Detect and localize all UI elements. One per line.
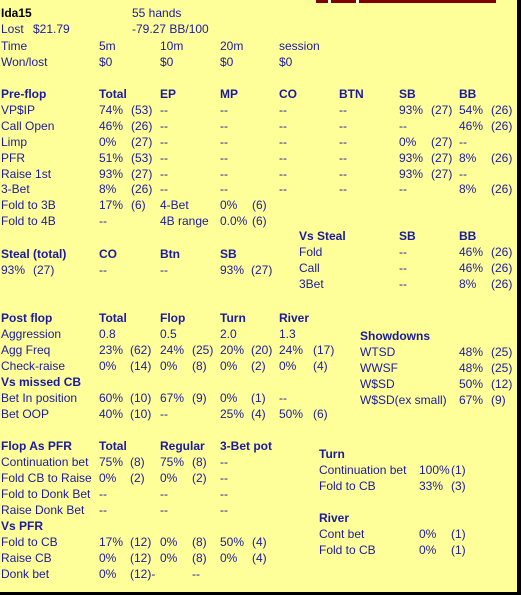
preflop-btn-cell: -- — [339, 119, 347, 133]
flop-pfr-total-count: (2) — [130, 471, 145, 485]
preflop-label-cell: Limp — [1, 135, 28, 149]
preflop-sb-cell: 93% — [399, 151, 424, 165]
river-title: River — [319, 511, 350, 525]
flop-pfr-total-count: (8) — [130, 455, 145, 469]
preflop-col-sb: SB — [399, 87, 416, 101]
missed-cb-inpos-flop: 67% — [160, 391, 185, 405]
vs-pfr-regular-cell: 0% — [160, 551, 178, 565]
lost-label: Lost — [1, 22, 24, 36]
showdown-row-count: (25) — [491, 361, 513, 375]
vs-steal-bb-cell: 46% — [459, 245, 484, 259]
preflop-btn-cell: -- — [339, 182, 347, 196]
flop-pfr-col-3bet: 3-Bet pot — [220, 439, 272, 453]
flop-pfr-regular-count: (2) — [192, 471, 207, 485]
flop-pfr-total-cell: -- — [99, 487, 107, 501]
vs-steal-row-label: Fold — [299, 245, 323, 259]
showdowns-title: Showdowns — [360, 329, 430, 343]
aggression-turn: 2.0 — [220, 327, 237, 341]
preflop-co-cell: -- — [279, 182, 287, 196]
preflop-ep-cell: -- — [160, 151, 168, 165]
preflop-label-cell: Call Open — [1, 119, 55, 133]
preflop-bb-n-cell: (26) — [491, 182, 513, 196]
steal-col-sb: SB — [220, 247, 237, 261]
preflop-col-co: CO — [279, 87, 297, 101]
preflop-co-cell: -- — [279, 167, 287, 181]
postflop-checkraise-turn: 0% — [220, 359, 238, 373]
preflop-sb-n-cell: (27) — [431, 103, 453, 117]
preflop-sb-cell: 0% — [399, 135, 417, 149]
vs-pfr-total-cell: 0% — [99, 551, 117, 565]
preflop-sb-n-cell: (27) — [431, 167, 453, 181]
postflop-aggfreq-flop-n: (25) — [192, 343, 214, 357]
preflop-mp-cell: -- — [220, 151, 228, 165]
postflop-aggfreq-flop: 24% — [160, 343, 185, 357]
missed-cb-inpos-total-n: (10) — [130, 391, 152, 405]
postflop-checkraise-turn-n: (2) — [251, 359, 266, 373]
aggression-river: 1.3 — [279, 327, 296, 341]
turn-row-value: 33% — [419, 479, 444, 493]
preflop-col-total: Total — [99, 87, 127, 101]
range4b-label: 4B range — [160, 214, 209, 228]
preflop-total-cell: 46% — [99, 119, 124, 133]
showdown-row-value: 67% — [459, 393, 484, 407]
turn-row-count: (3) — [451, 479, 466, 493]
preflop-btn-cell: -- — [339, 167, 347, 181]
vs-pfr-total-count: (12) — [130, 551, 152, 565]
vs-steal-bb-count: (26) — [491, 277, 513, 291]
bet4-value: 0% — [220, 198, 238, 212]
preflop-sb-n-cell: (27) — [431, 135, 453, 149]
flop-pfr-row-label: Fold to Donk Bet — [1, 487, 91, 501]
preflop-total-cell: 93% — [99, 167, 124, 181]
preflop-total-cell: 0% — [99, 135, 117, 149]
preflop-btn-cell: -- — [339, 151, 347, 165]
fold3b-label: Fold to 3B — [1, 198, 56, 212]
aggression-label: Aggression — [1, 327, 62, 341]
preflop-col-bb: BB — [459, 87, 477, 101]
flop-pfr-total-cell: 0% — [99, 471, 117, 485]
preflop-label-cell: VP$IP — [1, 103, 36, 117]
preflop-total-n-cell: (27) — [131, 135, 153, 149]
postflop-aggfreq-total: 23% — [99, 343, 124, 357]
preflop-co-cell: -- — [279, 151, 287, 165]
vs-steal-row-label: 3Bet — [299, 277, 324, 291]
flop-pfr-3bet-cell: -- — [220, 487, 228, 501]
preflop-col-ep: EP — [160, 87, 177, 101]
postflop-aggfreq-total-n: (62) — [130, 343, 152, 357]
postflop-col-flop: Flop — [160, 311, 186, 325]
preflop-ep-cell: -- — [160, 103, 168, 117]
preflop-mp-cell: -- — [220, 135, 228, 149]
postflop-checkraise-total: 0% — [99, 359, 117, 373]
missed-cb-title: Vs missed CB — [1, 375, 82, 389]
postflop-col-turn: Turn — [220, 311, 246, 325]
missed-cb-oop-river-n: (6) — [313, 407, 328, 421]
missed-cb-oop-label: Bet OOP — [1, 407, 50, 421]
preflop-mp-cell: -- — [220, 182, 228, 196]
missed-cb-inpos-river: -- — [279, 391, 287, 405]
preflop-col-mp: MP — [220, 87, 238, 101]
missed-cb-oop-turn-n: (4) — [251, 407, 266, 421]
player-name: Ida15 — [1, 6, 32, 20]
hands-count: 55 hands — [132, 6, 182, 20]
vs-pfr-3bet-cell: 50% — [220, 535, 245, 549]
showdown-row-label: W$SD(ex small) — [360, 393, 447, 407]
preflop-total-n-cell: (27) — [131, 167, 153, 181]
river-row-value: 0% — [419, 527, 437, 541]
vs-steal-sb-cell: -- — [399, 277, 407, 291]
preflop-co-cell: -- — [279, 119, 287, 133]
preflop-mp-cell: -- — [220, 119, 228, 133]
preflop-sb-cell: 93% — [399, 103, 424, 117]
preflop-sb-cell: -- — [399, 182, 407, 196]
vs-pfr-total-count: (12) — [130, 535, 152, 549]
steal-title: Steal (total) — [1, 247, 67, 261]
preflop-mp-cell: -- — [220, 103, 228, 117]
preflop-co-cell: -- — [279, 103, 287, 117]
fold4b-value: -- — [99, 214, 107, 228]
preflop-total-cell: 8% — [99, 182, 117, 196]
flop-pfr-col-total: Total — [99, 439, 127, 453]
showdown-row-count: (12) — [491, 377, 513, 391]
preflop-total-cell: 74% — [99, 103, 124, 117]
missed-cb-inpos-flop-n: (9) — [192, 391, 207, 405]
preflop-ep-cell: -- — [160, 135, 168, 149]
flop-pfr-row-label: Continuation bet — [1, 455, 89, 469]
time-col-10m: 10m — [160, 39, 184, 53]
vs-steal-bb-cell: 46% — [459, 261, 484, 275]
postflop-aggfreq-turn: 20% — [220, 343, 245, 357]
vs-pfr-title: Vs PFR — [1, 519, 44, 533]
postflop-title: Post flop — [1, 311, 53, 325]
vs-pfr-3bet-cell: 0% — [220, 551, 238, 565]
showdown-row-label: WTSD — [360, 345, 396, 359]
preflop-bb-n-cell: (26) — [491, 119, 513, 133]
flop-pfr-row-label: Raise Donk Bet — [1, 503, 85, 517]
turn-title: Turn — [319, 447, 345, 461]
preflop-sb-cell: 93% — [399, 167, 424, 181]
flop-pfr-regular-cell: 75% — [160, 455, 185, 469]
bb-per-100: -79.27 BB/100 — [132, 22, 209, 36]
time-label: Time — [1, 39, 28, 53]
showdown-row-value: 48% — [459, 361, 484, 375]
preflop-label-cell: 3-Bet — [1, 182, 30, 196]
preflop-ep-cell: -- — [160, 119, 168, 133]
preflop-bb-cell: 8% — [459, 182, 477, 196]
preflop-col-btn: BTN — [339, 87, 364, 101]
postflop-checkraise-total-n: (14) — [130, 359, 152, 373]
postflop-aggfreq-label: Agg Freq — [1, 343, 51, 357]
vs-steal-title: Vs Steal — [299, 229, 346, 243]
vs-pfr-total-count: (12)- — [130, 567, 156, 581]
river-row-label: Cont bet — [319, 527, 365, 541]
preflop-ep-cell: -- — [160, 167, 168, 181]
preflop-btn-cell: -- — [339, 135, 347, 149]
flop-pfr-col-regular: Regular — [160, 439, 205, 453]
missed-cb-inpos-turn-n: (1) — [251, 391, 266, 405]
postflop-aggfreq-river-n: (17) — [313, 343, 335, 357]
showdown-row-count: (9) — [491, 393, 506, 407]
preflop-total-n-cell: (53) — [131, 151, 153, 165]
vs-pfr-row-label: Fold to CB — [1, 535, 58, 549]
steal-sb-value: 93% — [220, 263, 245, 277]
turn-row-label: Fold to CB — [319, 479, 376, 493]
wonlost-5m: $0 — [99, 55, 113, 69]
postflop-checkraise-flop-n: (8) — [192, 359, 207, 373]
showdown-row-count: (25) — [491, 345, 513, 359]
postflop-checkraise-label: Check-raise — [1, 359, 66, 373]
steal-total-value: 93% — [1, 263, 26, 277]
postflop-checkraise-flop: 0% — [160, 359, 178, 373]
missed-cb-oop-turn: 25% — [220, 407, 245, 421]
steal-col-co: CO — [99, 247, 117, 261]
vs-pfr-row-label: Raise CB — [1, 551, 52, 565]
wonlost-label: Won/lost — [1, 55, 48, 69]
top-edge-marker — [316, 0, 496, 3]
missed-cb-oop-river: 50% — [279, 407, 304, 421]
wonlost-20m: $0 — [220, 55, 234, 69]
steal-co-value: -- — [99, 263, 107, 277]
postflop-aggfreq-river: 24% — [279, 343, 304, 357]
turn-row-label: Continuation bet — [319, 463, 407, 477]
bet4-count: (6) — [252, 198, 267, 212]
flop-pfr-regular-cell: -- — [160, 503, 168, 517]
flop-pfr-total-cell: -- — [99, 503, 107, 517]
steal-btn-value: -- — [160, 263, 168, 277]
preflop-total-n-cell: (26) — [131, 119, 153, 133]
preflop-bb-cell: 46% — [459, 119, 484, 133]
preflop-total-n-cell: (53) — [131, 103, 153, 117]
lost-amount: $21.79 — [33, 22, 70, 36]
wonlost-10m: $0 — [160, 55, 174, 69]
fold3b-value: 17% — [99, 198, 124, 212]
preflop-mp-cell: -- — [220, 167, 228, 181]
flop-pfr-regular-count: (8) — [192, 455, 207, 469]
range4b-count: (6) — [252, 214, 267, 228]
vs-steal-col-bb: BB — [459, 229, 477, 243]
river-row-label: Fold to CB — [319, 543, 376, 557]
flop-pfr-regular-cell: -- — [160, 487, 168, 501]
flop-pfr-total-cell: 75% — [99, 455, 124, 469]
time-col-20m: 20m — [220, 39, 244, 53]
turn-row-count: (1) — [451, 463, 466, 477]
showdown-row-label: W$SD — [360, 377, 395, 391]
turn-row-value: 100% — [419, 463, 450, 477]
preflop-sb-n-cell: (27) — [431, 151, 453, 165]
time-col-5m: 5m — [99, 39, 116, 53]
flop-pfr-3bet-cell: -- — [220, 503, 228, 517]
preflop-title: Pre-flop — [1, 87, 47, 101]
vs-pfr-regular-cell: 0% — [160, 535, 178, 549]
wonlost-session: $0 — [279, 55, 293, 69]
steal-sb-count: (27) — [251, 263, 273, 277]
flop-pfr-row-label: Fold CB to Raise — [1, 471, 92, 485]
preflop-sb-cell: -- — [399, 119, 407, 133]
missed-cb-oop-total: 40% — [99, 407, 124, 421]
showdown-row-label: WWSF — [360, 361, 398, 375]
showdown-row-value: 48% — [459, 345, 484, 359]
flop-pfr-3bet-cell: -- — [220, 471, 228, 485]
vs-steal-bb-count: (26) — [491, 261, 513, 275]
preflop-bb-cell: -- — [459, 135, 467, 149]
preflop-bb-cell: 8% — [459, 151, 477, 165]
postflop-col-river: River — [279, 311, 310, 325]
vs-pfr-total-cell: 17% — [99, 535, 124, 549]
aggression-flop: 0.5 — [160, 327, 177, 341]
vs-pfr-3bet-cell: -- — [192, 567, 200, 581]
fold3b-count: (6) — [131, 198, 146, 212]
river-row-value: 0% — [419, 543, 437, 557]
preflop-bb-n-cell: (26) — [491, 103, 513, 117]
preflop-ep-cell: -- — [160, 182, 168, 196]
flop-pfr-regular-cell: 0% — [160, 471, 178, 485]
river-row-count: (1) — [451, 543, 466, 557]
preflop-bb-cell: 54% — [459, 103, 484, 117]
range4b-value: 0.0% — [220, 214, 248, 228]
steal-col-btn: Btn — [160, 247, 180, 261]
vs-steal-sb-cell: -- — [399, 245, 407, 259]
missed-cb-oop-total-n: (10) — [130, 407, 152, 421]
showdown-row-value: 50% — [459, 377, 484, 391]
missed-cb-inpos-turn: 0% — [220, 391, 238, 405]
vs-pfr-3bet-count: (4) — [252, 535, 267, 549]
postflop-checkraise-river-n: (4) — [313, 359, 328, 373]
steal-total-count: (27) — [33, 263, 55, 277]
preflop-total-n-cell: (26) — [131, 182, 153, 196]
postflop-col-total: Total — [99, 311, 127, 325]
postflop-aggfreq-turn-n: (20) — [251, 343, 273, 357]
preflop-bb-n-cell: (26) — [491, 151, 513, 165]
preflop-bb-cell: -- — [459, 167, 467, 181]
missed-cb-oop-flop: -- — [160, 407, 168, 421]
right-border — [517, 0, 521, 595]
missed-cb-inpos-total: 60% — [99, 391, 124, 405]
flop-pfr-title: Flop As PFR — [1, 439, 72, 453]
fold4b-label: Fold to 4B — [1, 214, 56, 228]
vs-pfr-row-label: Donk bet — [1, 567, 50, 581]
vs-steal-row-label: Call — [299, 261, 320, 275]
missed-cb-inpos-label: Bet In position — [1, 391, 78, 405]
vs-steal-bb-cell: 8% — [459, 277, 477, 291]
flop-pfr-3bet-cell: -- — [220, 455, 228, 469]
vs-pfr-regular-count: (8) — [192, 551, 207, 565]
vs-pfr-3bet-count: (4) — [252, 551, 267, 565]
bet4-label: 4-Bet — [160, 198, 189, 212]
preflop-label-cell: Raise 1st — [1, 167, 52, 181]
vs-steal-sb-cell: -- — [399, 261, 407, 275]
vs-pfr-regular-count: (8) — [192, 535, 207, 549]
vs-pfr-total-cell: 0% — [99, 567, 117, 581]
vs-steal-col-sb: SB — [399, 229, 416, 243]
preflop-total-cell: 51% — [99, 151, 124, 165]
preflop-btn-cell: -- — [339, 103, 347, 117]
vs-steal-bb-count: (26) — [491, 245, 513, 259]
preflop-co-cell: -- — [279, 135, 287, 149]
river-row-count: (1) — [451, 527, 466, 541]
preflop-label-cell: PFR — [1, 151, 25, 165]
aggression-total: 0.8 — [99, 327, 116, 341]
time-col-session: session — [279, 39, 320, 53]
postflop-checkraise-river: 0% — [279, 359, 297, 373]
